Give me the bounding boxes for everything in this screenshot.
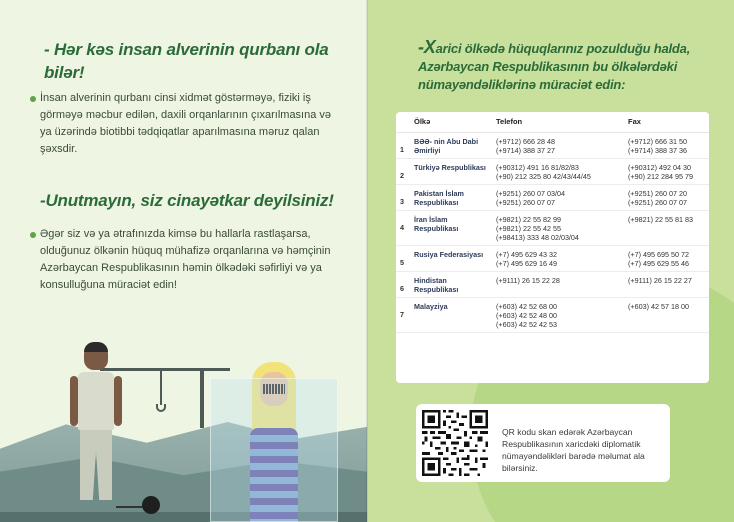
qr-code-icon[interactable] xyxy=(422,410,488,476)
bullet-dot-icon xyxy=(30,96,36,102)
glass-wall xyxy=(210,378,338,522)
heading-not-criminal: -Unutmayın, siz cinayətkar deyilsiniz! xyxy=(40,191,334,210)
header-num xyxy=(396,112,410,133)
header-fax: Fax xyxy=(624,112,709,133)
phone-cell: (+90312) 491 16 81/82/83 (+90) 212 325 80 42/43/44/45 xyxy=(492,159,624,185)
country-name: BƏƏ- nin Abu Dabi Əmirliyi xyxy=(410,133,492,159)
bullet-contact-authorities xyxy=(32,226,332,294)
phone-cell: (+9712) 666 28 48 (+9714) 388 37 27 xyxy=(492,133,624,159)
country-name: Türkiyə Respublikası xyxy=(410,159,492,185)
phone-cell: (+9821) 22 55 82 99 (+9821) 22 55 42 55 (+98413) 333 48 02/03/04 xyxy=(492,211,624,246)
country-name: İran İslam Respublikası xyxy=(410,211,492,246)
fax-cell: (+9821) 22 55 81 83 xyxy=(624,211,709,246)
crane-hook xyxy=(160,370,162,405)
country-name: Pakistan İslam Respublikası xyxy=(410,185,492,211)
table-row xyxy=(396,211,709,246)
fax-cell: (+603) 42 57 18 00 xyxy=(624,298,709,333)
table-row xyxy=(396,272,709,298)
bullet-text: Əgər siz və ya ətrafınızda kimsə bu hallarla rastlaşarsa, olduğunuz ölkənin hüquq mühafizə orqanlarına və həmçinin Azərbaycan Respublikasının həmin ölkədəki səfirliyi və ya konsulluğuna müraciət edin! xyxy=(40,228,331,291)
row-number: 5 xyxy=(396,246,410,272)
country-name: Malayziya xyxy=(410,298,492,333)
crane-hook-end xyxy=(156,404,166,412)
illustration-scene xyxy=(0,330,367,522)
header-phone: Telefon xyxy=(492,112,624,133)
table-row xyxy=(396,159,709,185)
phone-cell: (+9251) 260 07 03/04 (+9251) 260 07 07 xyxy=(492,185,624,211)
phone-cell: (+9111) 26 15 22 28 xyxy=(492,272,624,298)
page-fold xyxy=(366,0,368,522)
bullet-text: İnsan alverinin qurbanı cinsi xidmət göstərməyə, fiziki iş görməyə məcbur edilən, daxili orqanlarının çıxarılmasına və ya üzərində biotibbi tədqiqatlar aparılmasına məruz qalan şəxsdir. xyxy=(40,92,332,155)
country-name: Hindistan Respublikası xyxy=(410,272,492,298)
crane-column xyxy=(200,368,204,428)
row-number: 3 xyxy=(396,185,410,211)
fax-cell: (+9712) 666 31 50 (+9714) 388 37 36 xyxy=(624,133,709,159)
phone-cell: (+7) 495 629 43 32 (+7) 495 629 16 49 xyxy=(492,246,624,272)
heading-everyone-can-be-victim: - Hər kəs insan alverinin qurbanı ola bilər! xyxy=(44,40,329,82)
row-number: 1 xyxy=(396,133,410,159)
header-country: Ölkə xyxy=(410,112,492,133)
row-number: 4 xyxy=(396,211,410,246)
heading-abroad-rights: -Xarici ölkədə hüquqlarınız pozulduğu halda, Azərbaycan Respublikasının bu ölkələrdəki nümayəndəliklərinə müraciət edin: xyxy=(418,37,691,92)
country-name: Rusiya Federasiyası xyxy=(410,246,492,272)
embassy-contacts-table xyxy=(396,112,709,383)
fax-cell: (+9251) 260 07 20 (+9251) 260 07 07 xyxy=(624,185,709,211)
fax-cell: (+7) 495 695 50 72 (+7) 495 629 55 46 xyxy=(624,246,709,272)
qr-description: QR kodu skan edərək Azərbaycan Respublikasının xaricdəki diplomatik nümayəndəlikləri barədə məlumat ala bilərsiniz. xyxy=(502,427,645,473)
row-number: 7 xyxy=(396,298,410,333)
row-number: 6 xyxy=(396,272,410,298)
fax-cell: (+90312) 492 04 30 (+90) 212 284 95 79 xyxy=(624,159,709,185)
ball-and-chain-icon xyxy=(142,496,160,514)
table-row xyxy=(396,246,709,272)
fax-cell: (+9111) 26 15 22 27 xyxy=(624,272,709,298)
chained-man-figure xyxy=(70,342,126,512)
bullet-dot-icon xyxy=(30,232,36,238)
bullet-victim-definition xyxy=(32,90,332,158)
qr-info-card xyxy=(416,404,670,482)
row-number: 2 xyxy=(396,159,410,185)
table-row xyxy=(396,133,709,159)
phone-cell: (+603) 42 52 68 00 (+603) 42 52 48 00 (+603) 42 52 42 53 xyxy=(492,298,624,333)
table-row xyxy=(396,298,709,333)
table-row xyxy=(396,185,709,211)
table-header-row xyxy=(396,112,709,133)
